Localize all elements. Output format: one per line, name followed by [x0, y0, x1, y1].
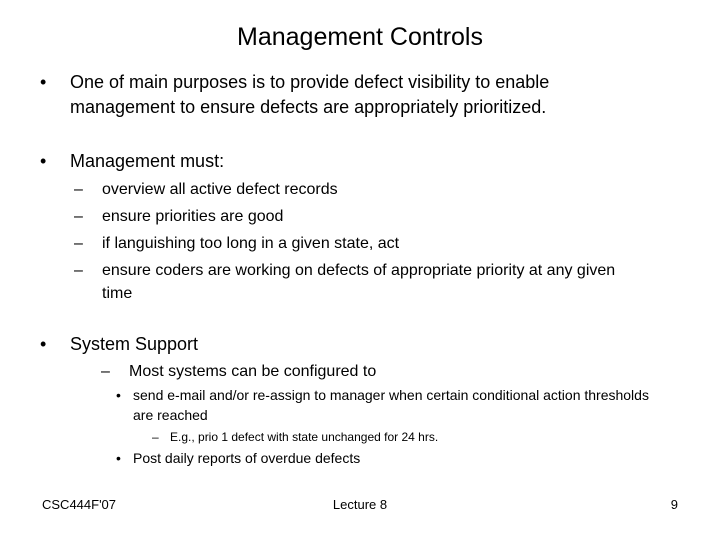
bullet-text: System Support — [70, 334, 199, 354]
bullet-marker: • — [40, 334, 47, 354]
sub-text: overview all active defect records — [102, 181, 338, 198]
sub-item — [74, 205, 662, 228]
sub4-text: E.g., prio 1 defect with state unchanged for 24 hrs. — [170, 430, 439, 444]
subsub-marker: • — [116, 387, 121, 403]
footer-page-number: 9 — [670, 497, 678, 512]
sub-item — [74, 232, 662, 255]
sub-marker: – — [74, 181, 83, 198]
subsub-marker: • — [116, 450, 121, 466]
bullet-system-support — [40, 332, 630, 357]
sub-marker: – — [74, 235, 83, 252]
sub-marker: – — [101, 363, 110, 380]
sub-text: Most systems can be configured to — [129, 363, 377, 380]
bullet-management-must — [40, 149, 630, 174]
bullet-marker: • — [40, 151, 47, 171]
sub-text: if languishing too long in a given state, act — [102, 235, 400, 252]
footer-course: CSC444F'07 — [42, 497, 117, 512]
sub-item — [74, 178, 662, 201]
sub4-item — [152, 429, 670, 445]
sub-marker: – — [74, 262, 83, 279]
subsub-text: send e-mail and/or re-assign to manager when certain conditional action thresholds are reached — [133, 387, 649, 423]
sub-text: ensure coders are working on defects of appropriate priority at any given time — [102, 262, 616, 302]
bullet-text: Management must: — [70, 151, 225, 171]
sub4-marker: – — [152, 430, 159, 444]
bullet-marker: • — [40, 72, 47, 92]
subsub-item — [116, 385, 663, 425]
sub-item — [74, 259, 642, 305]
sub-text: ensure priorities are good — [102, 208, 284, 225]
bullet-text: One of main purposes is to provide defect visibility to enable management to ensure defects are appropriately prioritized. — [70, 72, 550, 117]
bullet-visibility — [40, 70, 630, 120]
footer-lecture: Lecture 8 — [332, 497, 388, 512]
sub-item — [101, 360, 669, 383]
subsub-item — [116, 448, 663, 468]
sub-marker: – — [74, 208, 83, 225]
slide-title: Management Controls — [237, 23, 483, 51]
subsub-text: Post daily reports of overdue defects — [133, 450, 361, 466]
